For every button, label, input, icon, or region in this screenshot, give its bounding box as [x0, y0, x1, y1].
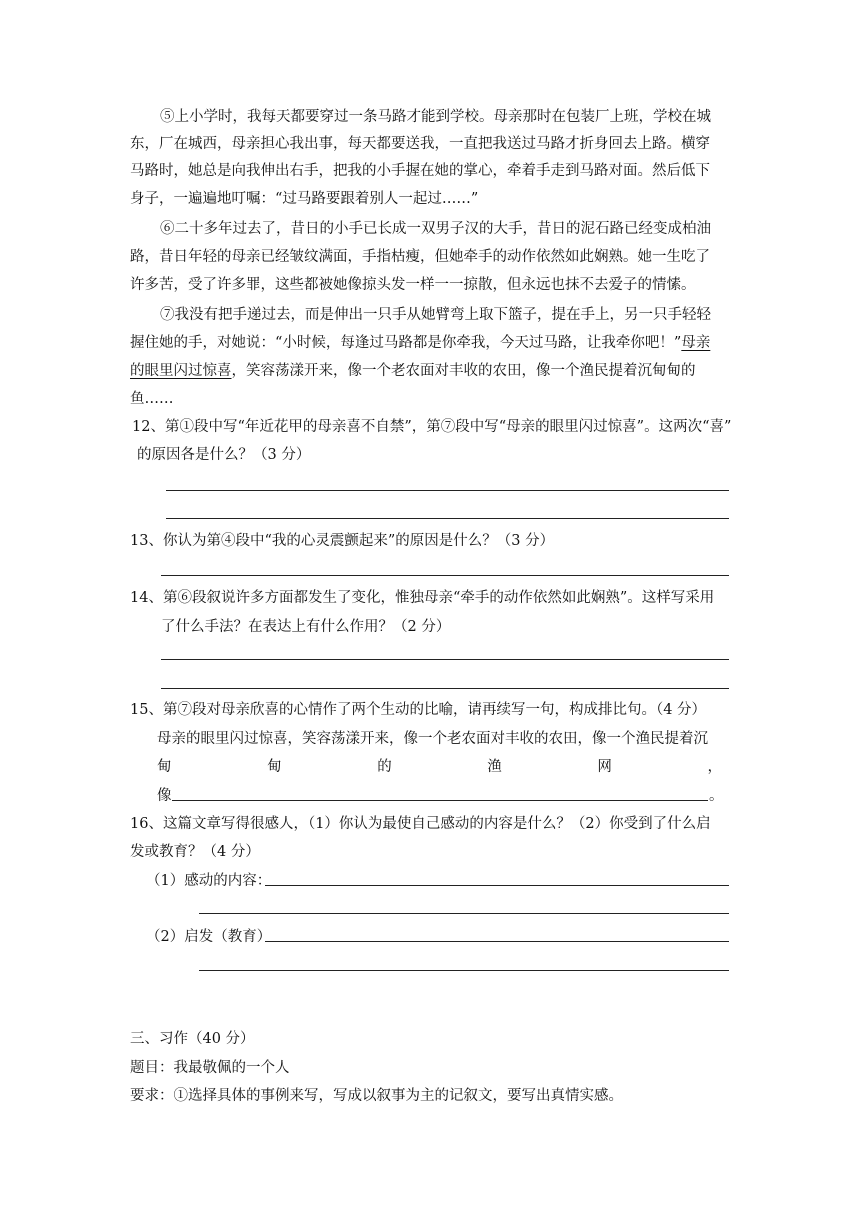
answer-line-15[interactable] — [172, 800, 708, 801]
section-3-heading: 三、习作（40 分） — [130, 1031, 255, 1047]
answer-line-12a[interactable] — [166, 490, 729, 491]
paragraph-7-line-3-text: ，笑容荡漾开来，像一个老农面对丰收的农田，像一个渔民提着沉甸甸的 — [231, 363, 696, 379]
justified-char: 的 — [377, 759, 392, 775]
answer-line-14b[interactable] — [161, 688, 729, 689]
question-15-line-4-suffix: 。 — [709, 788, 724, 804]
question-16-line-2: 发或教育？（4 分） — [130, 844, 260, 860]
section-3-requirement: 要求：①选择具体的事例来写，写成以叙事为主的记叙文，要写出真情实感。 — [130, 1088, 623, 1104]
paragraph-7-line-2 — [130, 333, 710, 353]
underlined-phrase-start: 母亲 — [681, 335, 711, 351]
justified-char: 渔 — [487, 759, 502, 775]
paragraph-7-line-1: ⑦我没有把手递过去，而是伸出一只手从她臂弯上取下篮子，提在手上，另一只手轻轻 — [160, 307, 711, 323]
paragraph-5-line-4: 身子，一遍遍地叮嘱：“过马路要跟着别人一起过……” — [130, 191, 479, 207]
question-15-line-3 — [157, 757, 722, 777]
paragraph-5-line-2: 东，厂在城西，母亲担心我出事，每天都要送我，一直把我送过马路才折身回去上路。横穿 — [130, 136, 710, 152]
justified-char: 甸 — [157, 759, 172, 775]
section-3-topic: 题目：我最敬佩的一个人 — [130, 1060, 290, 1076]
answer-line-13[interactable] — [161, 575, 729, 576]
question-14-line-2: 了什么手法？在表达上有什么作用？（2 分） — [161, 619, 451, 635]
answer-line-12b[interactable] — [166, 518, 729, 519]
paragraph-5-line-3: 马路时，她总是向我伸出右手，把我的小手握在她的掌心，牵着手走到马路对面。然后低下 — [130, 163, 710, 179]
question-15-line-4-prefix: 像 — [157, 788, 172, 804]
answer-line-16-1a[interactable] — [265, 885, 729, 886]
answer-line-16-2a[interactable] — [265, 941, 729, 942]
paragraph-6-line-2: 路，昔日年轻的母亲已经皱纹满面，手指枯瘦，但她牵手的动作依然如此娴熟。她一生吃了 — [130, 249, 710, 265]
question-12-line-2: 的原因各是什么？（3 分） — [137, 447, 311, 463]
paragraph-7-line-2-text: 握住她的手，对她说：“小时候，每逢过马路都是你牵我，今天过马路，让我牵你吧！” — [130, 335, 682, 351]
paragraph-5-line-1: ⑤上小学时，我每天都要穿过一条马路才能到学校。母亲那时在包装厂上班，学校在城 — [160, 109, 711, 125]
question-15-line-1: 15、第⑦段对母亲欣喜的心情作了两个生动的比喻，请再续写一句，构成排比句。（4 分） — [130, 702, 707, 718]
answer-line-14a[interactable] — [161, 659, 729, 660]
justified-char: ， — [707, 759, 722, 775]
question-16-sub-2-label: （2）启发（教育） — [146, 929, 272, 945]
question-13-line-1: 13、你认为第④段中“我的心灵震颤起来”的原因是什么？（3 分） — [130, 533, 555, 549]
paragraph-6-line-1: ⑥二十多年过去了，昔日的小手已长成一双男子汉的大手，昔日的泥石路已经变成柏油 — [160, 221, 711, 237]
justified-char: 网 — [597, 759, 612, 775]
answer-line-16-1b[interactable] — [199, 913, 729, 914]
question-12-line-1: 12、第①段中写“年近花甲的母亲喜不自禁”，第⑦段中写“母亲的眼里闪过惊喜”。这两次“喜” — [132, 419, 732, 435]
question-14-line-1: 14、第⑥段叙说许多方面都发生了变化，惟独母亲“牵手的动作依然如此娴熟”。这样写采用 — [130, 590, 715, 606]
answer-line-16-2b[interactable] — [199, 970, 729, 971]
paragraph-6-line-3: 许多苦，受了许多罪，这些都被她像掠头发一样一一掠散，但永远也抹不去爱子的情愫。 — [130, 277, 696, 293]
paragraph-7-line-4: 鱼…… — [130, 391, 174, 407]
underlined-phrase-end: 的眼里闪过惊喜 — [130, 363, 232, 379]
paragraph-7-line-3 — [130, 361, 696, 381]
question-16-sub-1-label: （1）感动的内容： — [146, 873, 272, 889]
justified-char: 甸 — [267, 759, 282, 775]
question-15-line-2: 母亲的眼里闪过惊喜，笑容荡漾开来，像一个老农面对丰收的农田，像一个渔民提着沉 — [157, 731, 708, 747]
question-16-line-1: 16、这篇文章写得很感人，（1）你认为最使自己感动的内容是什么？（2）你受到了什么启 — [130, 816, 711, 832]
